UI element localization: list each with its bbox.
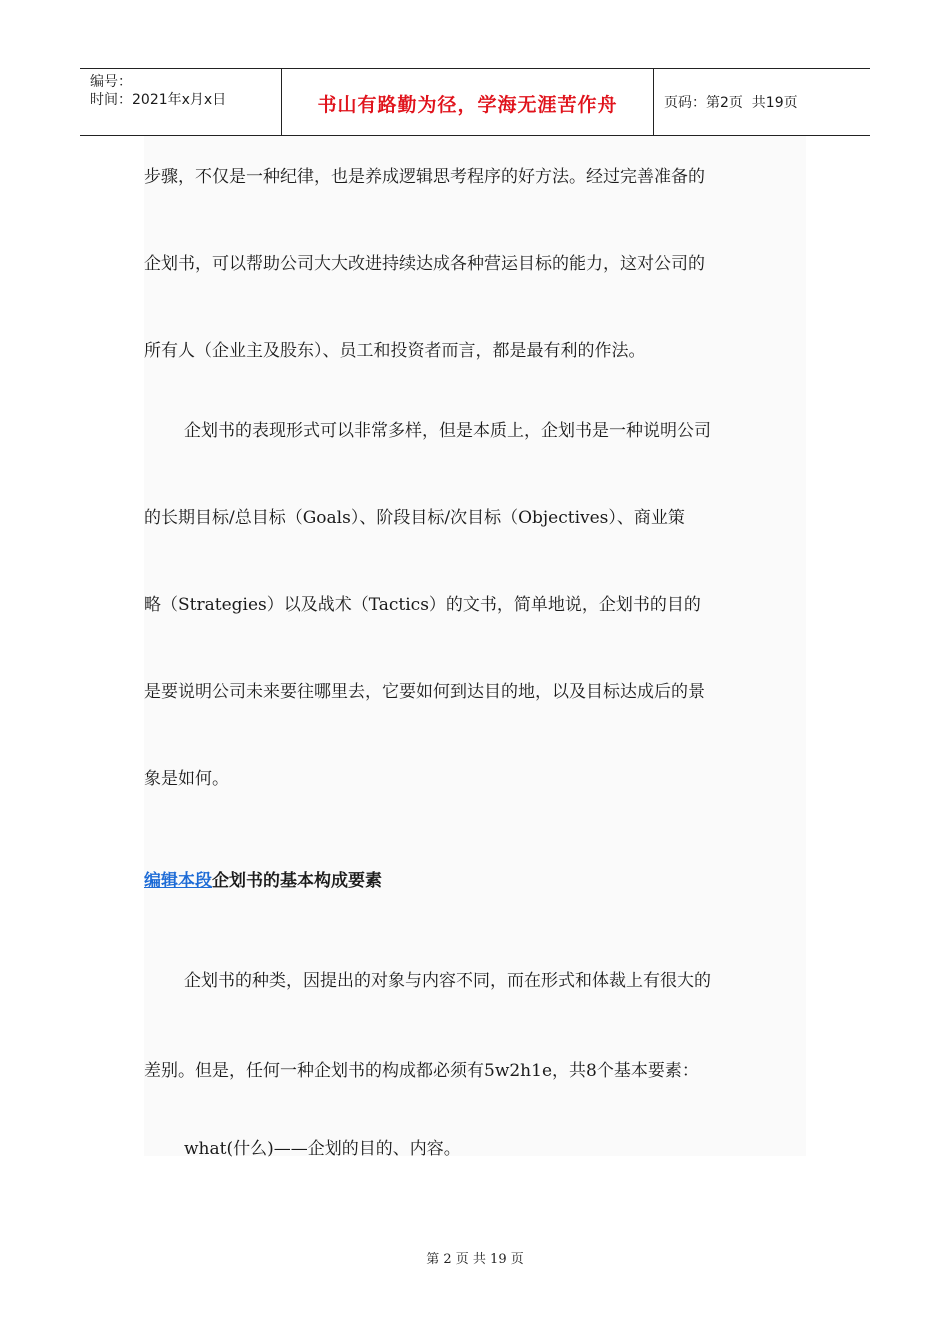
footer-page-number: 第 2 页 共 19 页: [426, 1252, 524, 1267]
paragraph-line: 的长期目标/总目标（Goals）、阶段目标/次目标（Objectives）、商业策: [144, 508, 685, 528]
document-number-label: 编号：: [90, 74, 132, 90]
header-motto: 书山有路勤为径，学海无涯苦作舟: [317, 93, 618, 116]
document-date-label: 时间：2021年x月x日: [90, 92, 227, 108]
header-meta: [80, 69, 282, 135]
paragraph-line: 步骤，不仅是一种纪律，也是养成逻辑思考程序的好方法。经过完善准备的: [144, 167, 705, 187]
edit-section-link[interactable]: 编辑本段: [144, 871, 212, 891]
page-footer: [0, 1248, 950, 1267]
paragraph-line: 企划书的种类，因提出的对象与内容不同，而在形式和体裁上有很大的: [184, 971, 711, 991]
paragraph-line: what(什么)——企划的目的、内容。: [184, 1139, 461, 1159]
paragraph-line: 是要说明公司未来要往哪里去，它要如何到达目的地，以及目标达成后的景: [144, 682, 705, 702]
header-motto-cell: [282, 69, 654, 135]
paragraph-line: 企划书的表现形式可以非常多样，但是本质上，企划书是一种说明公司: [184, 421, 711, 441]
document-body: [144, 136, 806, 1159]
header-page-info: 页码：第2页 共19页: [664, 95, 798, 111]
section-heading: [144, 866, 382, 891]
paragraph-line: 略（Strategies）以及战术（Tactics）的文书，简单地说，企划书的目的: [144, 595, 701, 615]
paragraph-line: 差别。但是，任何一种企划书的构成都必须有5w2h1e，共8个基本要素：: [144, 1061, 699, 1081]
page-header: [80, 68, 870, 136]
paragraph-line: 所有人（企业主及股东）、员工和投资者而言，都是最有利的作法。: [144, 341, 646, 361]
header-page-info-cell: [654, 69, 870, 135]
paragraph-line: 企划书，可以帮助公司大大改进持续达成各种营运目标的能力，这对公司的: [144, 254, 705, 274]
section-title: 企划书的基本构成要素: [212, 871, 382, 891]
paragraph-line: 象是如何。: [144, 769, 229, 789]
